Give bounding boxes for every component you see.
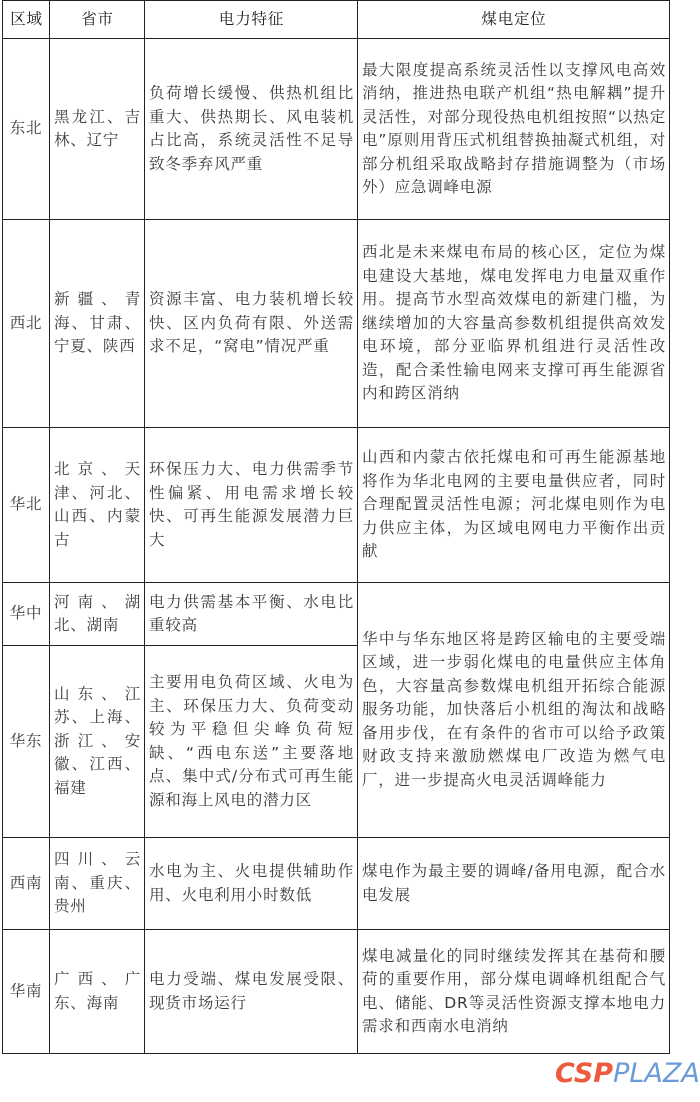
table-row [3, 39, 670, 220]
positioning-cell: 煤电减量化的同时继续发挥其在基荷和腰荷的重要作用，部分煤电调峰机组配合气电、储能、DR等灵活性资源支撑本地电力需求和西南水电消纳 [358, 930, 670, 1054]
header-provinces: 省市 [50, 1, 145, 39]
positioning-cell: 西北是未来煤电布局的核心区，定位为煤电建设大基地，煤电发挥电力电量双重作用。提高节水型高效煤电的新建门槛，为继续增加的大容量高参数机组提供高效发电环境，部分亚临界机组进行灵活性改造，配合柔性输电网来支撑可再生能源省内和跨区消纳 [358, 220, 670, 428]
provinces-cell: 四川、云南、重庆、贵州 [50, 838, 145, 930]
region-cell: 华东 [3, 646, 50, 838]
features-cell: 电力受端、煤电发展受限、现货市场运行 [145, 930, 358, 1054]
table-row [3, 838, 670, 930]
table-row [3, 583, 670, 646]
watermark-csp: CSP [555, 1058, 614, 1089]
table-row [3, 428, 670, 583]
provinces-cell: 新疆、青海、甘肃、宁夏、陕西 [50, 220, 145, 428]
region-cell: 华北 [3, 428, 50, 583]
positioning-cell: 煤电作为最主要的调峰/备用电源，配合水电发展 [358, 838, 670, 930]
provinces-cell: 广西、广东、海南 [50, 930, 145, 1054]
table-row [3, 930, 670, 1054]
positioning-cell: 最大限度提高系统灵活性以支撑风电高效消纳，推进热电联产机组“热电解耦”提升灵活性，对部分现役热电机组按照“以热定电”原则用背压式机组替换抽凝式机组，对部分机组采取战略封存措施调整为（市场外）应急调峰电源 [358, 39, 670, 220]
header-row [3, 1, 670, 39]
watermark-plaza: PLAZA [613, 1058, 700, 1089]
header-positioning: 煤电定位 [358, 1, 670, 39]
region-cell: 东北 [3, 39, 50, 220]
region-cell: 西南 [3, 838, 50, 930]
provinces-cell: 北京、天津、河北、山西、内蒙古 [50, 428, 145, 583]
provinces-cell: 山东、江苏、上海、浙江、安徽、江西、福建 [50, 646, 145, 838]
region-cell: 华中 [3, 583, 50, 646]
watermark-logo [555, 1058, 700, 1089]
coal-power-positioning-table [2, 0, 670, 1054]
region-cell: 华南 [3, 930, 50, 1054]
features-cell: 资源丰富、电力装机增长较快、区内负荷有限、外送需求不足，“窝电”情况严重 [145, 220, 358, 428]
positioning-cell: 山西和内蒙古依托煤电和可再生能源基地将作为华北电网的主要电量供应者，同时合理配置灵活性电源；河北煤电则作为电力供应主体，为区域电网电力平衡作出贡献 [358, 428, 670, 583]
region-cell: 西北 [3, 220, 50, 428]
positioning-cell: 华中与华东地区将是跨区输电的主要受端区域，进一步弱化煤电的电量供应主体角色，大容量高参数煤电机组开拓综合能源服务功能，加快落后小机组的淘汰和战略备用步伐，在有条件的省市可以给予政策财政支持来激励燃煤电厂改造为燃气电厂，进一步提高火电灵活调峰能力 [358, 583, 670, 838]
provinces-cell: 河南、湖北、湖南 [50, 583, 145, 646]
provinces-cell: 黑龙江、吉林、辽宁 [50, 39, 145, 220]
features-cell: 环保压力大、电力供需季节性偏紧、用电需求增长较快、可再生能源发展潜力巨大 [145, 428, 358, 583]
features-cell: 负荷增长缓慢、供热机组比重大、供热期长、风电装机占比高，系统灵活性不足导致冬季弃风严重 [145, 39, 358, 220]
header-features: 电力特征 [145, 1, 358, 39]
table-row [3, 220, 670, 428]
features-cell: 水电为主、火电提供辅助作用、火电利用小时数低 [145, 838, 358, 930]
header-region: 区域 [3, 1, 50, 39]
features-cell: 电力供需基本平衡、水电比重较高 [145, 583, 358, 646]
features-cell: 主要用电负荷区域、火电为主、环保压力大、负荷变动较为平稳但尖峰负荷短缺、“西电东送”主要落地点、集中式/分布式可再生能源和海上风电的潜力区 [145, 646, 358, 838]
